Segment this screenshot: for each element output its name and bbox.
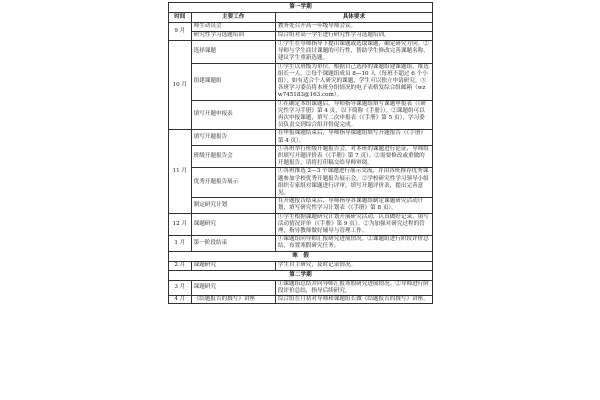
header-req: 具体要求 <box>275 13 432 23</box>
req-cell: ①课题组向导师汇报研究进展情况。②课题组进行阶段评价总结，布置寒假研究任务。 <box>275 236 432 251</box>
task-cell: 课题研究 <box>191 261 275 270</box>
semester-1-title: 第一学期 <box>169 3 433 13</box>
task-cell: 师生动员会 <box>191 23 275 32</box>
task-cell: 制定研究计划 <box>191 198 275 213</box>
schedule-table <box>168 2 433 304</box>
task-cell: 课题研究 <box>191 213 275 236</box>
month-november: 11 月 <box>169 130 192 213</box>
task-cell: 组建课题组 <box>191 63 275 100</box>
month-october: 10 月 <box>169 41 192 130</box>
req-cell: ①各班举行班级开题报告会，对本班的课题进行论证，导师组织填写开题评价表（《手册》第 7 页）。②需要修改或重做的开题报告，请将打印稿交给导师审阅。 <box>275 145 432 168</box>
req-cell: 综合组在月初对导师和课题组长做《结题报告的撰写》讲座。 <box>275 296 432 304</box>
req-cell: 综合组对高一学生进行研究性学习选题培训。 <box>275 32 432 41</box>
header-task: 主要工作 <box>191 13 275 23</box>
task-cell: 填写开题报告 <box>191 130 275 145</box>
req-cell: 教务处召开高一年级导师会议。 <box>275 23 432 32</box>
req-cell: 学生自主研究，及时记录情况。 <box>275 261 432 270</box>
header-time: 时间 <box>169 13 192 23</box>
month-april: 4 月 <box>169 296 192 304</box>
task-cell: 第一阶段结束 <box>191 236 275 251</box>
req-cell: ①学生以班级为单位，根据自己选择的课题组建课题组，推选组长一人。②每个课题组成员 8—10 人（每班不超过 6 个小组），如有适合个人研究的课题，学生可以独立申请研究。③各班学习委员将本班分组情况的电子表格发综合组邮箱（wzw745183@163.com）。 <box>275 63 432 100</box>
task-cell: 研究性学习选题培训 <box>191 32 275 41</box>
month-january: 1 月 <box>169 236 192 251</box>
month-march: 3 月 <box>169 280 192 295</box>
req-cell: ①学生根据课题研究计划开展研究活动，认真做好记录，填写活动情况评单（《手册》第 9 页）。②为加强对研究过程的管理，指导教师做好辅导与管理工作。 <box>275 213 432 236</box>
req-cell: ①各班推选 2—3 个课题进行展示交流，并由各班推荐优秀课题参加学校优秀开题报告展示会。②学校研究性学习领导小组组织专家组对课题进行评审，填写开题评价表，提出完善意见。 <box>275 168 432 198</box>
month-september: 9 月 <box>169 23 192 41</box>
req-cell: ①在确定本组课题后，导师指导课题组填写课题申报表（《研究性学习手册》第 4 页，以下简称《手册》）。②课题组可以再次申报课题，填写二次申报表（《手册》第 5 页），学习委员负责交到综合组并督促完成。 <box>275 100 432 130</box>
month-february: 2 月 <box>169 261 192 270</box>
task-cell: 填写开题申报表 <box>191 100 275 130</box>
month-december: 12 月 <box>169 213 192 236</box>
plan-sheet <box>168 2 433 398</box>
task-cell: 《结题报告的撰写》讲座 <box>191 296 275 304</box>
semester-2-title: 第二学期 <box>169 270 433 280</box>
req-cell: 在开题报告结束后，导师指导各课题组制定课题研究活动计划，填写研究性学习计划表（《手册》第 8 页）。 <box>275 198 432 213</box>
task-cell: 课题研究 <box>191 280 275 295</box>
task-cell: 班级开题报告会 <box>191 145 275 168</box>
req-cell: ①课题组总结并向导师汇报寒假研究进展情况。②导师进行阶段评价总结，指导后续研究。 <box>275 280 432 295</box>
task-cell: 选择课题 <box>191 41 275 64</box>
req-cell: 在申报课题结束后，导师指导课题组填写开题报告（《手册》第 4 页）。 <box>275 130 432 145</box>
req-cell: ①学生在导师指导下提出课题或选取课题，确定研究方向。②导师与学生商讨课题的可行性，帮助学生修改完善课题名称，建议学生重新选题。 <box>275 41 432 64</box>
winter-break-title: 寒 假 <box>169 251 433 261</box>
task-cell: 优秀开题报告展示 <box>191 168 275 198</box>
